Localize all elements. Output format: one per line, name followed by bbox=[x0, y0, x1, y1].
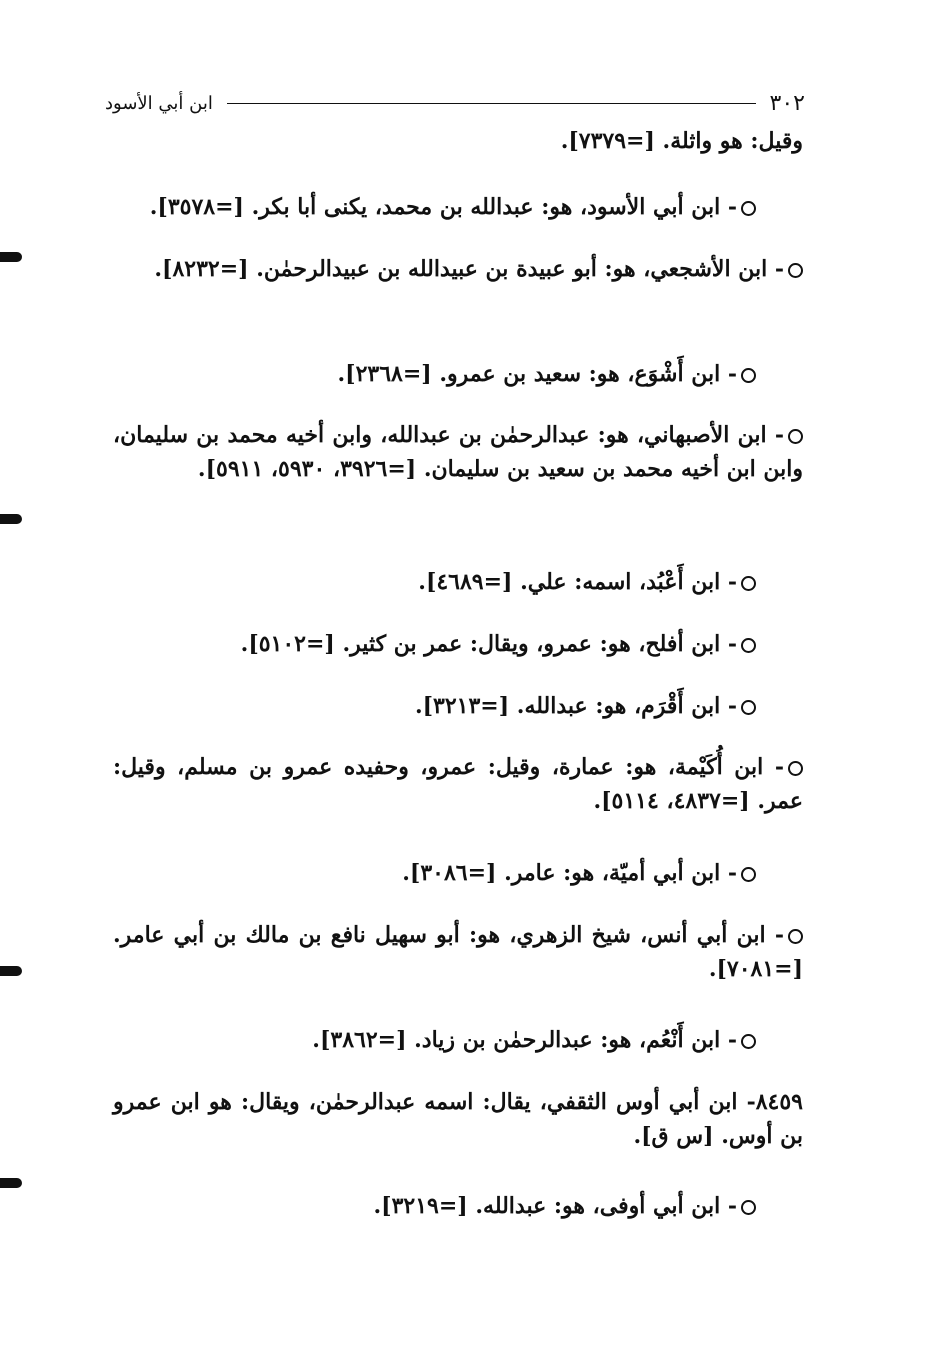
entry bbox=[113, 918, 803, 986]
circle-marker-icon bbox=[788, 761, 803, 776]
circle-marker-icon bbox=[741, 700, 756, 715]
entry-text: - ابن أبي الأسود، هو: عبدالله بن محمد، يكنى أبا بكر. [=٣٥٧٨]. bbox=[149, 194, 737, 220]
entry bbox=[66, 565, 756, 599]
scan-edge-mark bbox=[0, 966, 22, 976]
entry-text: - ابن أَشْوَع، هو: سعيد بن عمرو. [=٢٣٦٨]. bbox=[337, 361, 737, 387]
circle-marker-icon bbox=[788, 929, 803, 944]
entry bbox=[66, 856, 756, 890]
entry-text: - ابن أَنْعُم، هو: عبدالرحمٰن بن زياد. [=٣٨٦٢]. bbox=[312, 1027, 737, 1053]
entry-text: - ابن أَعْبُد، اسمه: علي. [=٤٦٨٩]. bbox=[418, 569, 737, 595]
entry-text: ٨٤٥٩- ابن أبي أوس الثقفي، يقال: اسمه عبدالرحمٰن، ويقال: هو ابن عمرو بن أوس. [س ق]. bbox=[113, 1089, 803, 1149]
numbered-entry bbox=[113, 1085, 803, 1153]
entry-continuation bbox=[113, 124, 803, 158]
entry bbox=[66, 1023, 756, 1057]
entry bbox=[66, 627, 756, 661]
entry-text: - ابن أفلح، هو: عمرو، ويقال: عمر بن كثير. [=٥١٠٢]. bbox=[240, 631, 737, 657]
circle-marker-icon bbox=[741, 638, 756, 653]
circle-marker-icon bbox=[788, 429, 803, 444]
entry-text: وقيل: هو واثلة. [=٧٣٧٩]. bbox=[560, 128, 803, 154]
entry bbox=[66, 357, 756, 391]
circle-marker-icon bbox=[741, 867, 756, 882]
circle-marker-icon bbox=[741, 576, 756, 591]
entry-text: - ابن أبي أوفى، هو: عبدالله. [=٣٢١٩]. bbox=[373, 1193, 737, 1219]
entry bbox=[66, 190, 756, 224]
header-rule bbox=[227, 103, 756, 104]
entry bbox=[113, 750, 803, 818]
scan-edge-mark bbox=[0, 1178, 22, 1188]
entry bbox=[113, 418, 803, 486]
running-title: ابن أبي الأسود bbox=[105, 92, 213, 114]
entry bbox=[113, 252, 803, 286]
circle-marker-icon bbox=[741, 368, 756, 383]
entry bbox=[66, 689, 756, 723]
scan-edge-mark bbox=[0, 514, 22, 524]
page-number: ٣٠٢ bbox=[769, 90, 805, 116]
entry-text: - ابن أَقْرَم، هو: عبدالله. [=٣٢١٣]. bbox=[414, 693, 737, 719]
circle-marker-icon bbox=[741, 1200, 756, 1215]
entry-text: - ابن الأصبهاني، هو: عبدالرحمٰن بن عبدالله، وابن أخيه محمد بن سليمان، وابن ابن أخيه محمد بن سعيد بن سليمان. [=٣٩٢٦، ٥٩٣٠، ٥٩١١]. bbox=[113, 422, 803, 482]
circle-marker-icon bbox=[788, 263, 803, 278]
entry-text: - ابن أُكَيْمة، هو: عمارة، وقيل: عمرو، وحفيده عمرو بن مسلم، وقيل: عمر. [=٤٨٣٧، ٥١١٤]. bbox=[113, 754, 803, 814]
entry bbox=[66, 1189, 756, 1223]
circle-marker-icon bbox=[741, 201, 756, 216]
entry-text: - ابن أبي أميّة، هو: عامر. [=٣٠٨٦]. bbox=[402, 860, 737, 886]
scan-edge-mark bbox=[0, 252, 22, 262]
entry-text: - ابن الأشجعي، هو: أبو عبيدة بن عبيدالله بن عبيدالرحمٰن. [=٨٢٣٢]. bbox=[154, 256, 784, 282]
page-header bbox=[105, 88, 805, 118]
circle-marker-icon bbox=[741, 1034, 756, 1049]
entry-text: - ابن أبي أنس، شيخ الزهري، هو: أبو سهيل نافع بن مالك بن أبي عامر. [=٧٠٨١]. bbox=[113, 922, 803, 982]
